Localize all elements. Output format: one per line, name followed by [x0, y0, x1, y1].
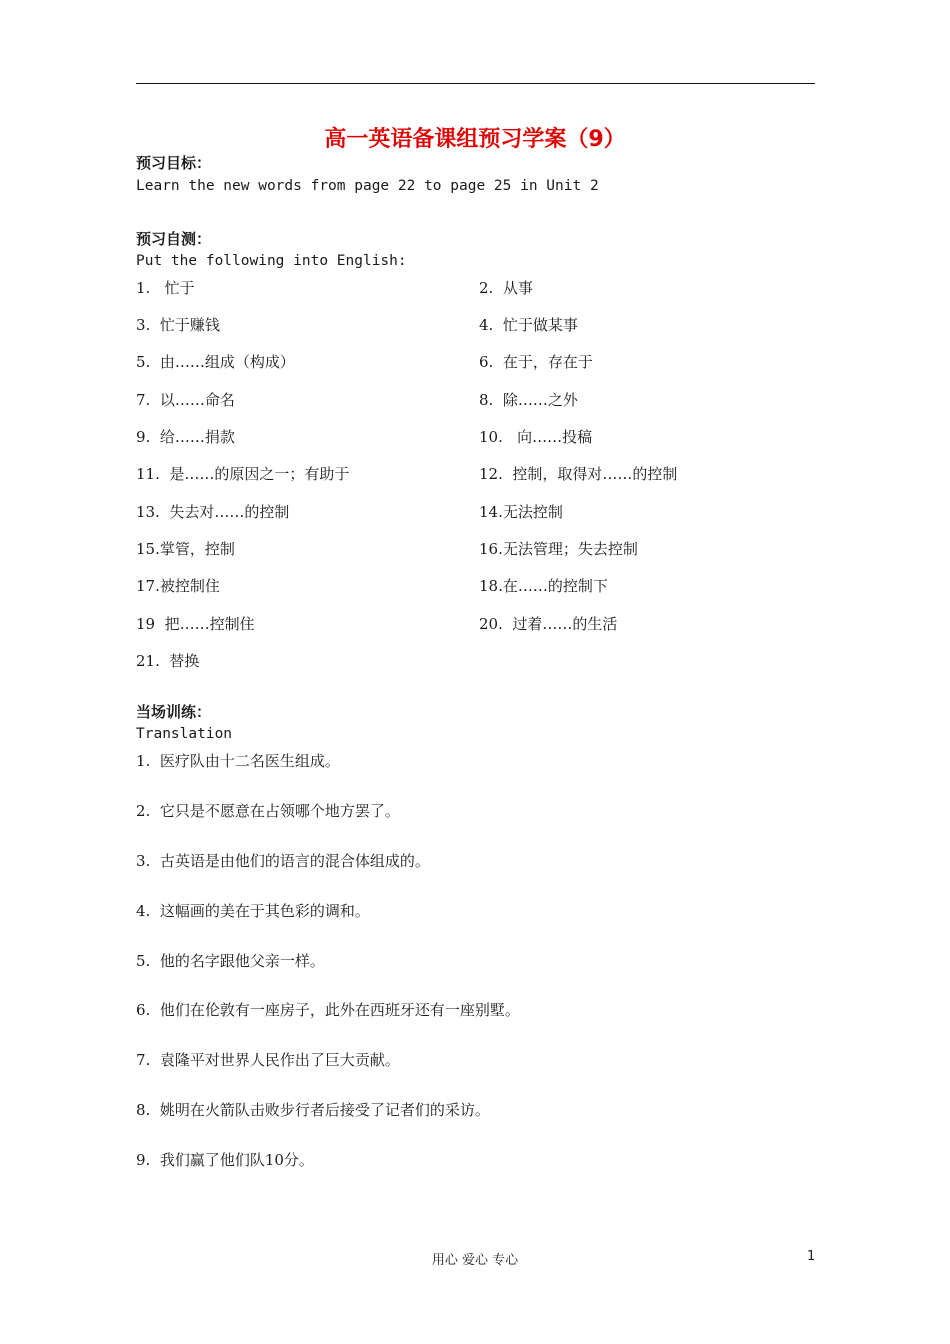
translation-label: Translation — [136, 726, 233, 742]
vocab-item: 16.无法管理；失去控制 — [479, 540, 638, 558]
header-rule — [136, 83, 815, 84]
vocab-item: 21. 替换 — [136, 652, 200, 670]
section-heading-selftest: 预习自测： — [136, 230, 212, 248]
vocab-item: 12. 控制，取得对……的控制 — [479, 465, 678, 483]
vocab-item: 2. 从事 — [479, 279, 533, 297]
translation-item: 3. 古英语是由他们的语言的混合体组成的。 — [136, 852, 430, 870]
selftest-instruction: Put the following into English: — [136, 253, 407, 269]
page-title: 高一英语备课组预习学案（9） — [324, 127, 626, 152]
page-number: 1 — [807, 1249, 816, 1264]
section-heading-practice: 当场训练： — [136, 703, 212, 721]
vocab-item: 18.在……的控制下 — [479, 577, 608, 595]
vocab-item: 8. 除……之外 — [479, 391, 578, 409]
vocab-item: 5. 由……组成（构成） — [136, 353, 295, 371]
translation-item: 6. 他们在伦敦有一座房子，此外在西班牙还有一座别墅。 — [136, 1001, 520, 1019]
vocab-item: 7. 以……命名 — [136, 391, 235, 409]
translation-item: 1. 医疗队由十二名医生组成。 — [136, 752, 340, 770]
vocab-item: 3. 忙于赚钱 — [136, 316, 220, 334]
translation-item: 2. 它只是不愿意在占领哪个地方罢了。 — [136, 802, 400, 820]
vocab-item: 10. 向……投稿 — [479, 428, 593, 446]
goals-text: Learn the new words from page 22 to page 25 in Unit 2 — [136, 178, 599, 194]
vocab-item: 14.无法控制 — [479, 503, 563, 521]
vocab-item: 19 把……控制住 — [136, 615, 255, 633]
translation-item: 7. 袁隆平对世界人民作出了巨大贡献。 — [136, 1051, 400, 1069]
vocab-item: 1. 忙于 — [136, 279, 195, 297]
section-heading-goals: 预习目标： — [136, 154, 212, 172]
translation-item: 4. 这幅画的美在于其色彩的调和。 — [136, 902, 370, 920]
vocab-item: 17.被控制住 — [136, 577, 220, 595]
vocab-item: 15.掌管，控制 — [136, 540, 235, 558]
translation-item: 8. 姚明在火箭队击败步行者后接受了记者们的采访。 — [136, 1101, 490, 1119]
vocab-item: 13. 失去对……的控制 — [136, 503, 290, 521]
translation-item: 9. 我们赢了他们队10分。 — [136, 1151, 314, 1169]
vocab-item: 11. 是……的原因之一；有助于 — [136, 465, 350, 483]
vocab-item: 20. 过着……的生活 — [479, 615, 618, 633]
vocab-item: 9. 给……捐款 — [136, 428, 235, 446]
translation-item: 5. 他的名字跟他父亲一样。 — [136, 952, 325, 970]
vocab-item: 4. 忙于做某事 — [479, 316, 578, 334]
footer-motto: 用心 爱心 专心 — [431, 1253, 519, 1268]
vocab-item: 6. 在于，存在于 — [479, 353, 593, 371]
